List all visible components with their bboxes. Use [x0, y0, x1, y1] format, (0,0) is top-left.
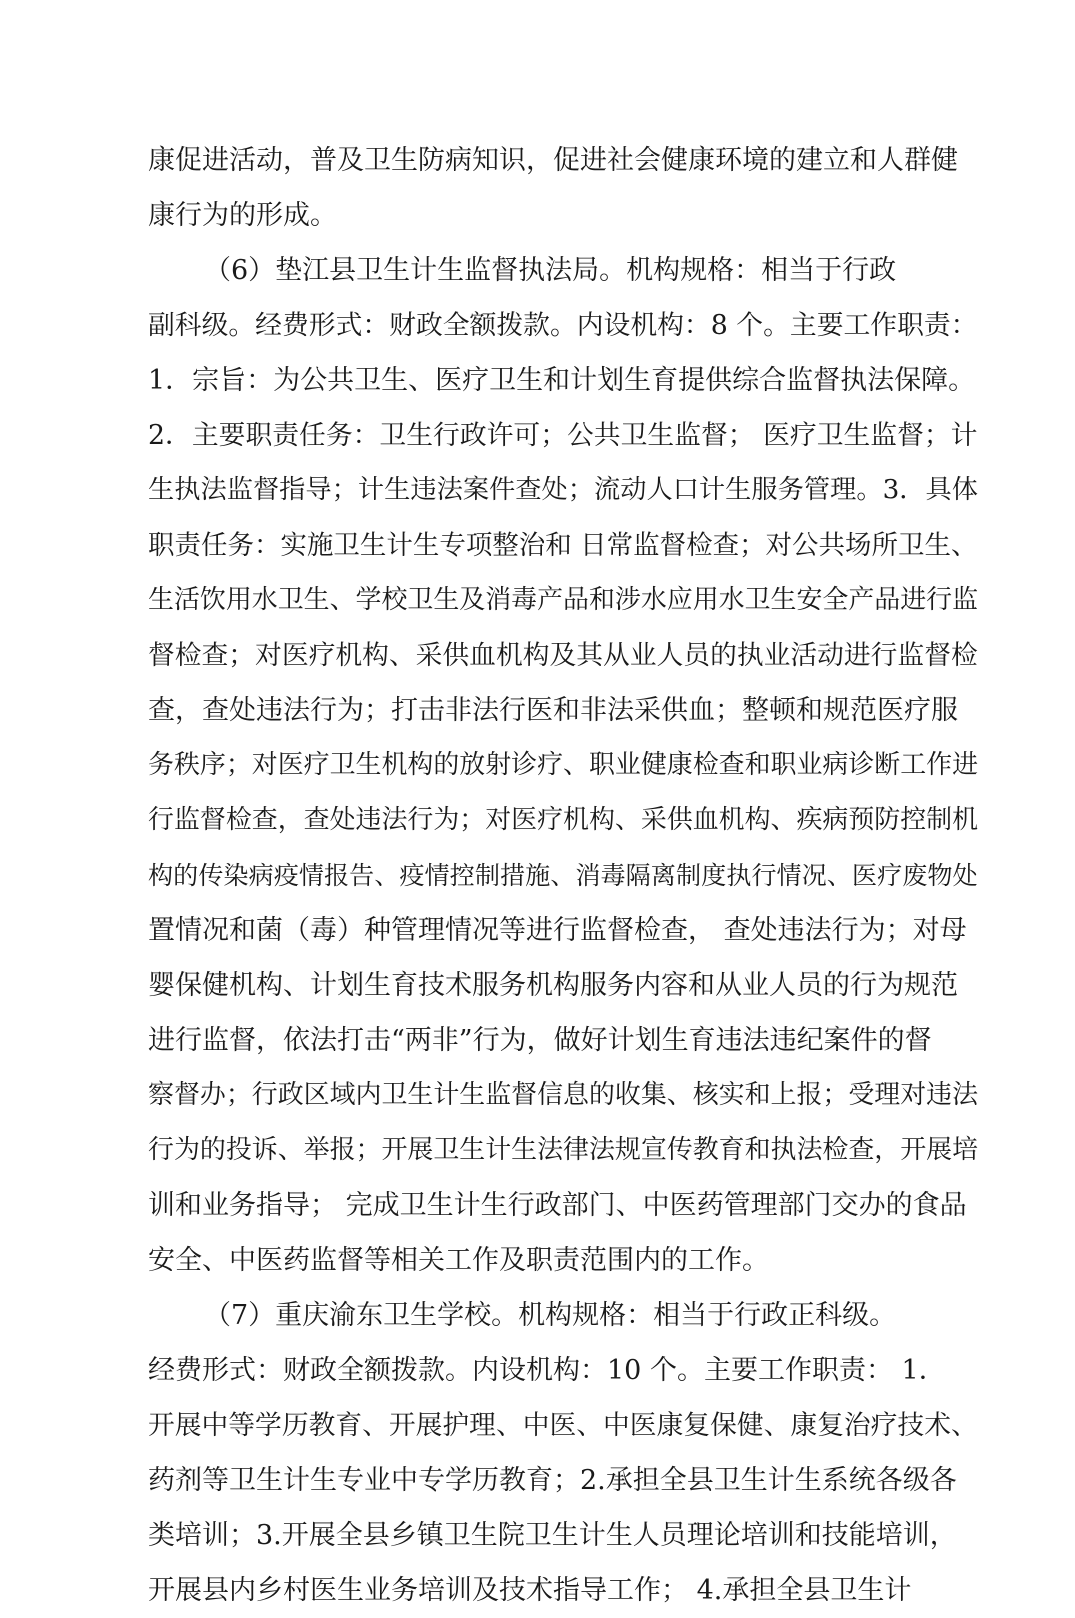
- text-line: 婴保健机构、计划生育技术服务机构服务内容和从业人员的行为规范: [148, 970, 958, 1001]
- text-line: 副科级。经费形式：财政全额拨款。内设机构：8 个。主要工作职责：: [148, 310, 978, 341]
- text-line: 训和业务指导； 完成卫生计生行政部门、中医药管理部门交办的食品: [148, 1190, 967, 1221]
- text-line: 进行监督，依法打击“两非”行为，做好计划生育违法违纪案件的督: [148, 1025, 932, 1056]
- text-line: 生执法监督指导；计生违法案件查处；流动人口计生服务管理。3．具体: [148, 475, 978, 505]
- text-line: 2．主要职责任务：卫生行政许可；公共卫生监督； 医疗卫生监督；计: [148, 420, 978, 451]
- document-body: [148, 133, 978, 1618]
- text-line: 生活饮用水卫生、学校卫生及消毒产品和涉水应用水卫生安全产品进行监: [148, 585, 979, 615]
- text-line: 置情况和菌（毒）种管理情况等进行监督检查， 查处违法行为；对母: [148, 915, 967, 946]
- text-line: 类培训；3.开展全县乡镇卫生院卫生计生人员理论培训和技能培训，: [148, 1520, 957, 1551]
- text-line: 行监督检查，查处违法行为；对医疗机构、采供血机构、疾病预防控制机: [148, 805, 979, 835]
- text-line: 康行为的形成。: [148, 200, 337, 231]
- text-line: 督检查；对医疗机构、采供血机构及其从业人员的执业活动进行监督检: [148, 640, 978, 671]
- text-line: 经费形式：财政全额拨款。内设机构：10 个。主要工作职责： 1．: [148, 1355, 946, 1386]
- paragraph-start-line: （7）重庆渝东卫生学校。机构规格：相当于行政正科级。: [204, 1300, 897, 1331]
- text-line: 察督办；行政区域内卫生计生监督信息的收集、核实和上报；受理对违法: [148, 1080, 979, 1110]
- text-line: 行为的投诉、举报；开展卫生计生法律法规宣传教育和执法检查，开展培: [148, 1135, 979, 1165]
- text-line: 职责任务：实施卫生计生专项整治和 日常监督检查；对公共场所卫生、: [148, 530, 978, 561]
- text-line: 康促进活动，普及卫生防病知识，促进社会健康环境的建立和人群健: [148, 145, 958, 176]
- text-line: 务秩序；对医疗卫生机构的放射诊疗、职业健康检查和职业病诊断工作进: [148, 750, 979, 780]
- text-line: 开展中等学历教育、开展护理、中医、中医康复保健、康复治疗技术、: [148, 1410, 978, 1441]
- text-line: 1．宗旨：为公共卫生、医疗卫生和计划生育提供综合监督执法保障。: [148, 365, 976, 396]
- text-line: 查，查处违法行为；打击非法行医和非法采供血；整顿和规范医疗服: [148, 695, 958, 726]
- text-line: 药剂等卫生计生专业中专学历教育；2.承担全县卫生计生系统各级各: [148, 1465, 957, 1496]
- paragraph-start-line: （6）垫江县卫生计生监督执法局。机构规格：相当于行政: [204, 255, 897, 286]
- text-line: 开展县内乡村医生业务培训及技术指导工作； 4.承担全县卫生计: [148, 1575, 912, 1606]
- text-line: 构的传染病疫情报告、疫情控制措施、消毒隔离制度执行情况、医疗废物处: [148, 861, 978, 890]
- text-line: 安全、中医药监督等相关工作及职责范围内的工作。: [148, 1245, 769, 1276]
